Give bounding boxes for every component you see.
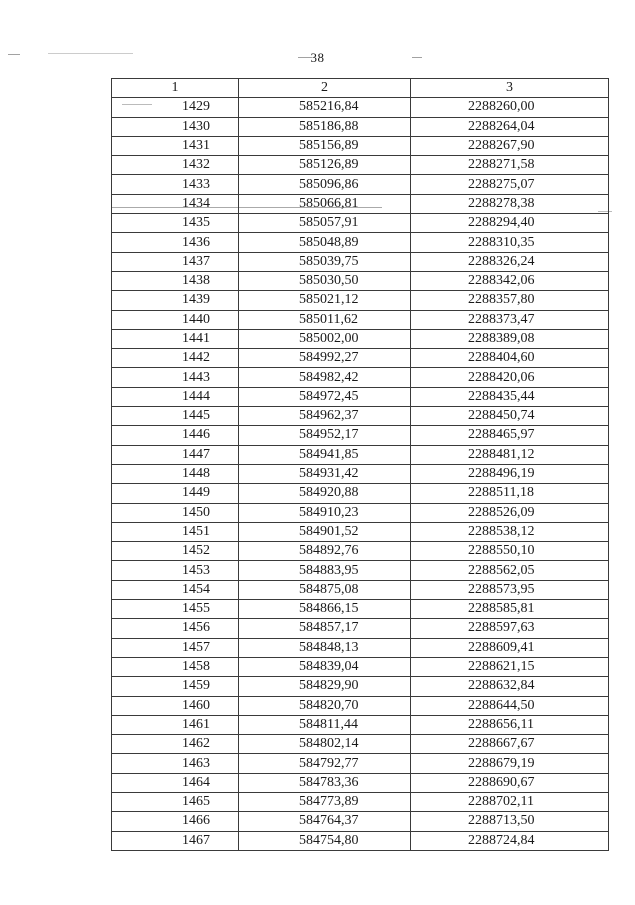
- table-row: [112, 252, 609, 271]
- y-coordinate-cell: 2288550,10: [411, 542, 609, 561]
- x-coordinate-cell: 584857,17: [239, 619, 411, 638]
- table-row: [112, 773, 609, 792]
- table-row: [112, 696, 609, 715]
- x-coordinate-cell: 584892,76: [239, 542, 411, 561]
- table-row: [112, 831, 609, 850]
- x-coordinate-cell: 584820,70: [239, 696, 411, 715]
- table-row: [112, 291, 609, 310]
- point-number-cell: 1447: [112, 445, 239, 464]
- table-row: [112, 561, 609, 580]
- y-coordinate-cell: 2288465,97: [411, 426, 609, 445]
- y-coordinate-cell: 2288496,19: [411, 464, 609, 483]
- point-number-cell: 1444: [112, 387, 239, 406]
- x-coordinate-cell: 585096,86: [239, 175, 411, 194]
- table-row: [112, 619, 609, 638]
- point-number-cell: 1438: [112, 271, 239, 290]
- table-row: [112, 735, 609, 754]
- y-coordinate-cell: 2288667,67: [411, 735, 609, 754]
- x-coordinate-cell: 584962,37: [239, 407, 411, 426]
- x-coordinate-cell: 584866,15: [239, 600, 411, 619]
- column-header: 1: [112, 79, 239, 98]
- y-coordinate-cell: 2288713,50: [411, 812, 609, 831]
- table-row: [112, 792, 609, 811]
- x-coordinate-cell: 585216,84: [239, 98, 411, 117]
- table-row: [112, 715, 609, 734]
- x-coordinate-cell: 584792,77: [239, 754, 411, 773]
- table-row: [112, 98, 609, 117]
- table-row: [112, 464, 609, 483]
- table-row: [112, 349, 609, 368]
- point-number-cell: 1466: [112, 812, 239, 831]
- y-coordinate-cell: 2288326,24: [411, 252, 609, 271]
- point-number-cell: 1430: [112, 117, 239, 136]
- point-number-cell: 1453: [112, 561, 239, 580]
- point-number-cell: 1439: [112, 291, 239, 310]
- table-row: [112, 426, 609, 445]
- x-coordinate-cell: 585030,50: [239, 271, 411, 290]
- x-coordinate-cell: 584773,89: [239, 792, 411, 811]
- point-number-cell: 1440: [112, 310, 239, 329]
- point-number-cell: 1450: [112, 503, 239, 522]
- point-number-cell: 1455: [112, 600, 239, 619]
- table-body: [112, 98, 609, 851]
- point-number-cell: 1451: [112, 522, 239, 541]
- point-number-cell: 1454: [112, 580, 239, 599]
- y-coordinate-cell: 2288450,74: [411, 407, 609, 426]
- x-coordinate-cell: 585126,89: [239, 156, 411, 175]
- point-number-cell: 1435: [112, 214, 239, 233]
- y-coordinate-cell: 2288373,47: [411, 310, 609, 329]
- y-coordinate-cell: 2288526,09: [411, 503, 609, 522]
- x-coordinate-cell: 585057,91: [239, 214, 411, 233]
- table-row: [112, 194, 609, 213]
- point-number-cell: 1443: [112, 368, 239, 387]
- y-coordinate-cell: 2288644,50: [411, 696, 609, 715]
- table-row: [112, 368, 609, 387]
- y-coordinate-cell: 2288267,90: [411, 136, 609, 155]
- y-coordinate-cell: 2288404,60: [411, 349, 609, 368]
- point-number-cell: 1441: [112, 329, 239, 348]
- table-row: [112, 233, 609, 252]
- y-coordinate-cell: 2288632,84: [411, 677, 609, 696]
- table-row: [112, 754, 609, 773]
- point-number-cell: 1460: [112, 696, 239, 715]
- y-coordinate-cell: 2288389,08: [411, 329, 609, 348]
- coordinate-table: [111, 78, 609, 851]
- point-number-cell: 1446: [112, 426, 239, 445]
- point-number-cell: 1429: [112, 98, 239, 117]
- y-coordinate-cell: 2288420,06: [411, 368, 609, 387]
- x-coordinate-cell: 585048,89: [239, 233, 411, 252]
- table-row: [112, 214, 609, 233]
- point-number-cell: 1457: [112, 638, 239, 657]
- y-coordinate-cell: 2288481,12: [411, 445, 609, 464]
- point-number-cell: 1463: [112, 754, 239, 773]
- point-number-cell: 1448: [112, 464, 239, 483]
- y-coordinate-cell: 2288435,44: [411, 387, 609, 406]
- y-coordinate-cell: 2288690,67: [411, 773, 609, 792]
- y-coordinate-cell: 2288342,06: [411, 271, 609, 290]
- y-coordinate-cell: 2288656,11: [411, 715, 609, 734]
- table-row: [112, 136, 609, 155]
- point-number-cell: 1458: [112, 657, 239, 676]
- x-coordinate-cell: 584783,36: [239, 773, 411, 792]
- y-coordinate-cell: 2288278,38: [411, 194, 609, 213]
- table-row: [112, 677, 609, 696]
- x-coordinate-cell: 585186,88: [239, 117, 411, 136]
- y-coordinate-cell: 2288260,00: [411, 98, 609, 117]
- point-number-cell: 1437: [112, 252, 239, 271]
- x-coordinate-cell: 584910,23: [239, 503, 411, 522]
- y-coordinate-cell: 2288357,80: [411, 291, 609, 310]
- x-coordinate-cell: 584941,85: [239, 445, 411, 464]
- x-coordinate-cell: 584802,14: [239, 735, 411, 754]
- y-coordinate-cell: 2288264,04: [411, 117, 609, 136]
- point-number-cell: 1431: [112, 136, 239, 155]
- table-row: [112, 600, 609, 619]
- x-coordinate-cell: 585156,89: [239, 136, 411, 155]
- x-coordinate-cell: 584901,52: [239, 522, 411, 541]
- column-header: 2: [239, 79, 411, 98]
- x-coordinate-cell: 584992,27: [239, 349, 411, 368]
- point-number-cell: 1434: [112, 194, 239, 213]
- table-row: [112, 580, 609, 599]
- y-coordinate-cell: 2288597,63: [411, 619, 609, 638]
- point-number-cell: 1432: [112, 156, 239, 175]
- point-number-cell: 1465: [112, 792, 239, 811]
- y-coordinate-cell: 2288294,40: [411, 214, 609, 233]
- table-row: [112, 156, 609, 175]
- x-coordinate-cell: 584848,13: [239, 638, 411, 657]
- y-coordinate-cell: 2288609,41: [411, 638, 609, 657]
- x-coordinate-cell: 585039,75: [239, 252, 411, 271]
- table-row: [112, 812, 609, 831]
- x-coordinate-cell: 585021,12: [239, 291, 411, 310]
- y-coordinate-cell: 2288679,19: [411, 754, 609, 773]
- x-coordinate-cell: 584931,42: [239, 464, 411, 483]
- x-coordinate-cell: 585066,81: [239, 194, 411, 213]
- table-row: [112, 657, 609, 676]
- y-coordinate-cell: 2288573,95: [411, 580, 609, 599]
- table-row: [112, 407, 609, 426]
- table-row: [112, 522, 609, 541]
- x-coordinate-cell: 584952,17: [239, 426, 411, 445]
- x-coordinate-cell: 584764,37: [239, 812, 411, 831]
- point-number-cell: 1464: [112, 773, 239, 792]
- x-coordinate-cell: 584972,45: [239, 387, 411, 406]
- x-coordinate-cell: 584839,04: [239, 657, 411, 676]
- x-coordinate-cell: 584811,44: [239, 715, 411, 734]
- x-coordinate-cell: 584920,88: [239, 484, 411, 503]
- table-row: [112, 542, 609, 561]
- point-number-cell: 1433: [112, 175, 239, 194]
- x-coordinate-cell: 584829,90: [239, 677, 411, 696]
- table-row: [112, 329, 609, 348]
- column-header: 3: [411, 79, 609, 98]
- x-coordinate-cell: 585011,62: [239, 310, 411, 329]
- y-coordinate-cell: 2288511,18: [411, 484, 609, 503]
- y-coordinate-cell: 2288562,05: [411, 561, 609, 580]
- table-row: [112, 638, 609, 657]
- y-coordinate-cell: 2288585,81: [411, 600, 609, 619]
- table-row: [112, 310, 609, 329]
- point-number-cell: 1467: [112, 831, 239, 850]
- point-number-cell: 1436: [112, 233, 239, 252]
- x-coordinate-cell: 584982,42: [239, 368, 411, 387]
- y-coordinate-cell: 2288724,84: [411, 831, 609, 850]
- y-coordinate-cell: 2288621,15: [411, 657, 609, 676]
- point-number-cell: 1442: [112, 349, 239, 368]
- page-number: 38: [310, 50, 325, 65]
- table-header-row: [112, 79, 609, 98]
- point-number-cell: 1449: [112, 484, 239, 503]
- table-row: [112, 387, 609, 406]
- x-coordinate-cell: 584883,95: [239, 561, 411, 580]
- point-number-cell: 1445: [112, 407, 239, 426]
- x-coordinate-cell: 584754,80: [239, 831, 411, 850]
- y-coordinate-cell: 2288538,12: [411, 522, 609, 541]
- table-row: [112, 445, 609, 464]
- y-coordinate-cell: 2288275,07: [411, 175, 609, 194]
- y-coordinate-cell: 2288702,11: [411, 792, 609, 811]
- table-row: [112, 503, 609, 522]
- point-number-cell: 1461: [112, 715, 239, 734]
- point-number-cell: 1456: [112, 619, 239, 638]
- table-row: [112, 271, 609, 290]
- x-coordinate-cell: 584875,08: [239, 580, 411, 599]
- table-row: [112, 117, 609, 136]
- point-number-cell: 1452: [112, 542, 239, 561]
- table-row: [112, 484, 609, 503]
- point-number-cell: 1462: [112, 735, 239, 754]
- point-number-cell: 1459: [112, 677, 239, 696]
- x-coordinate-cell: 585002,00: [239, 329, 411, 348]
- table-row: [112, 175, 609, 194]
- y-coordinate-cell: 2288271,58: [411, 156, 609, 175]
- y-coordinate-cell: 2288310,35: [411, 233, 609, 252]
